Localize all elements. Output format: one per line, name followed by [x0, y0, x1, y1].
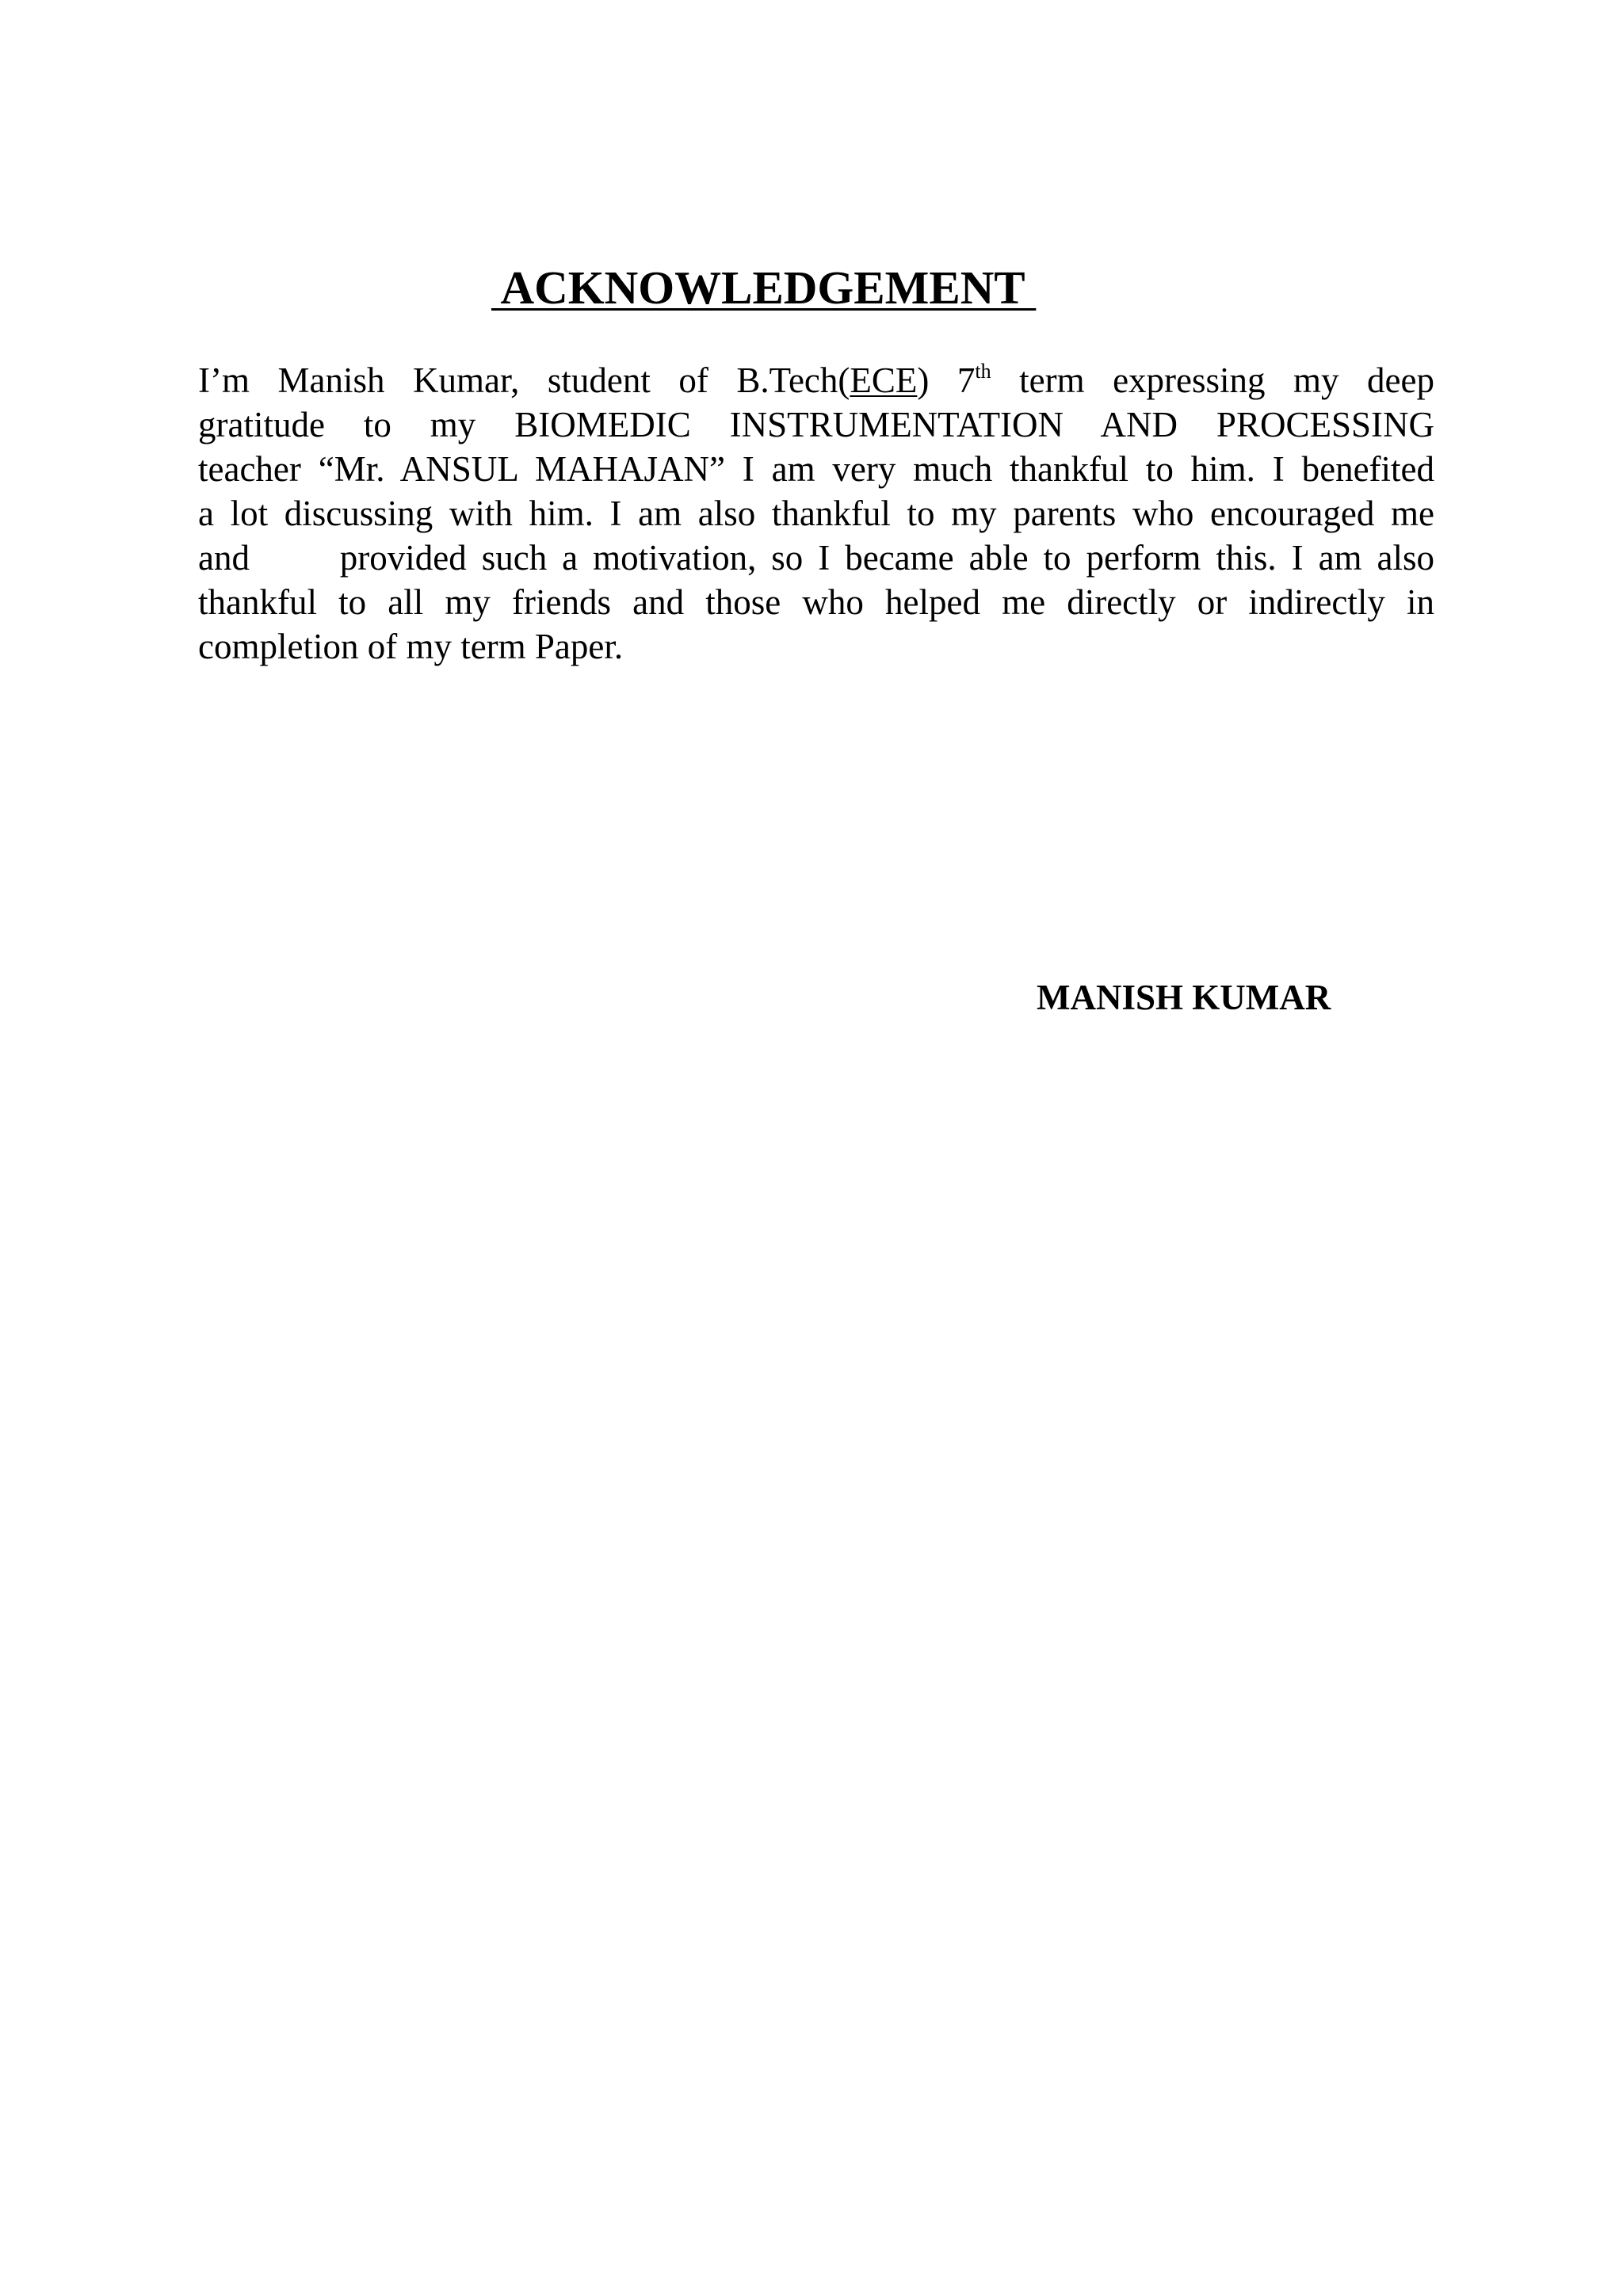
- paragraph-line-3: teacher “Mr. ANSUL MAHAJAN” I am very much thankful to him. I benefited: [198, 449, 1434, 489]
- line-1-text-mid: ) 7: [917, 360, 976, 400]
- paragraph-line-6: thankful to all my friends and those who helped me directly or indirectly in: [198, 582, 1434, 622]
- paragraph-line-4: a lot discussing with him. I am also thankful to my parents who encouraged me: [198, 494, 1434, 533]
- paragraph-line-5: and provided such a motivation, so I became able to perform this. I am also: [198, 538, 1434, 578]
- acknowledgement-paragraph: [198, 358, 1434, 669]
- ece-underlined-text: ECE: [850, 360, 918, 400]
- paragraph-line-1: [198, 358, 1434, 402]
- signature-name: MANISH KUMAR: [1037, 978, 1331, 1017]
- paragraph-line-7: completion of my term Paper.: [198, 627, 624, 666]
- ordinal-superscript: th: [975, 360, 991, 383]
- paragraph-line-2: gratitude to my BIOMEDIC INSTRUMENTATION AND PROCESSING: [198, 405, 1434, 444]
- line-1-text-start: I’m Manish Kumar, student of B.Tech(: [198, 360, 850, 400]
- page-title: ACKNOWLEDGEMENT: [491, 261, 1037, 314]
- line-1-text-end: term expressing my deep: [991, 360, 1434, 400]
